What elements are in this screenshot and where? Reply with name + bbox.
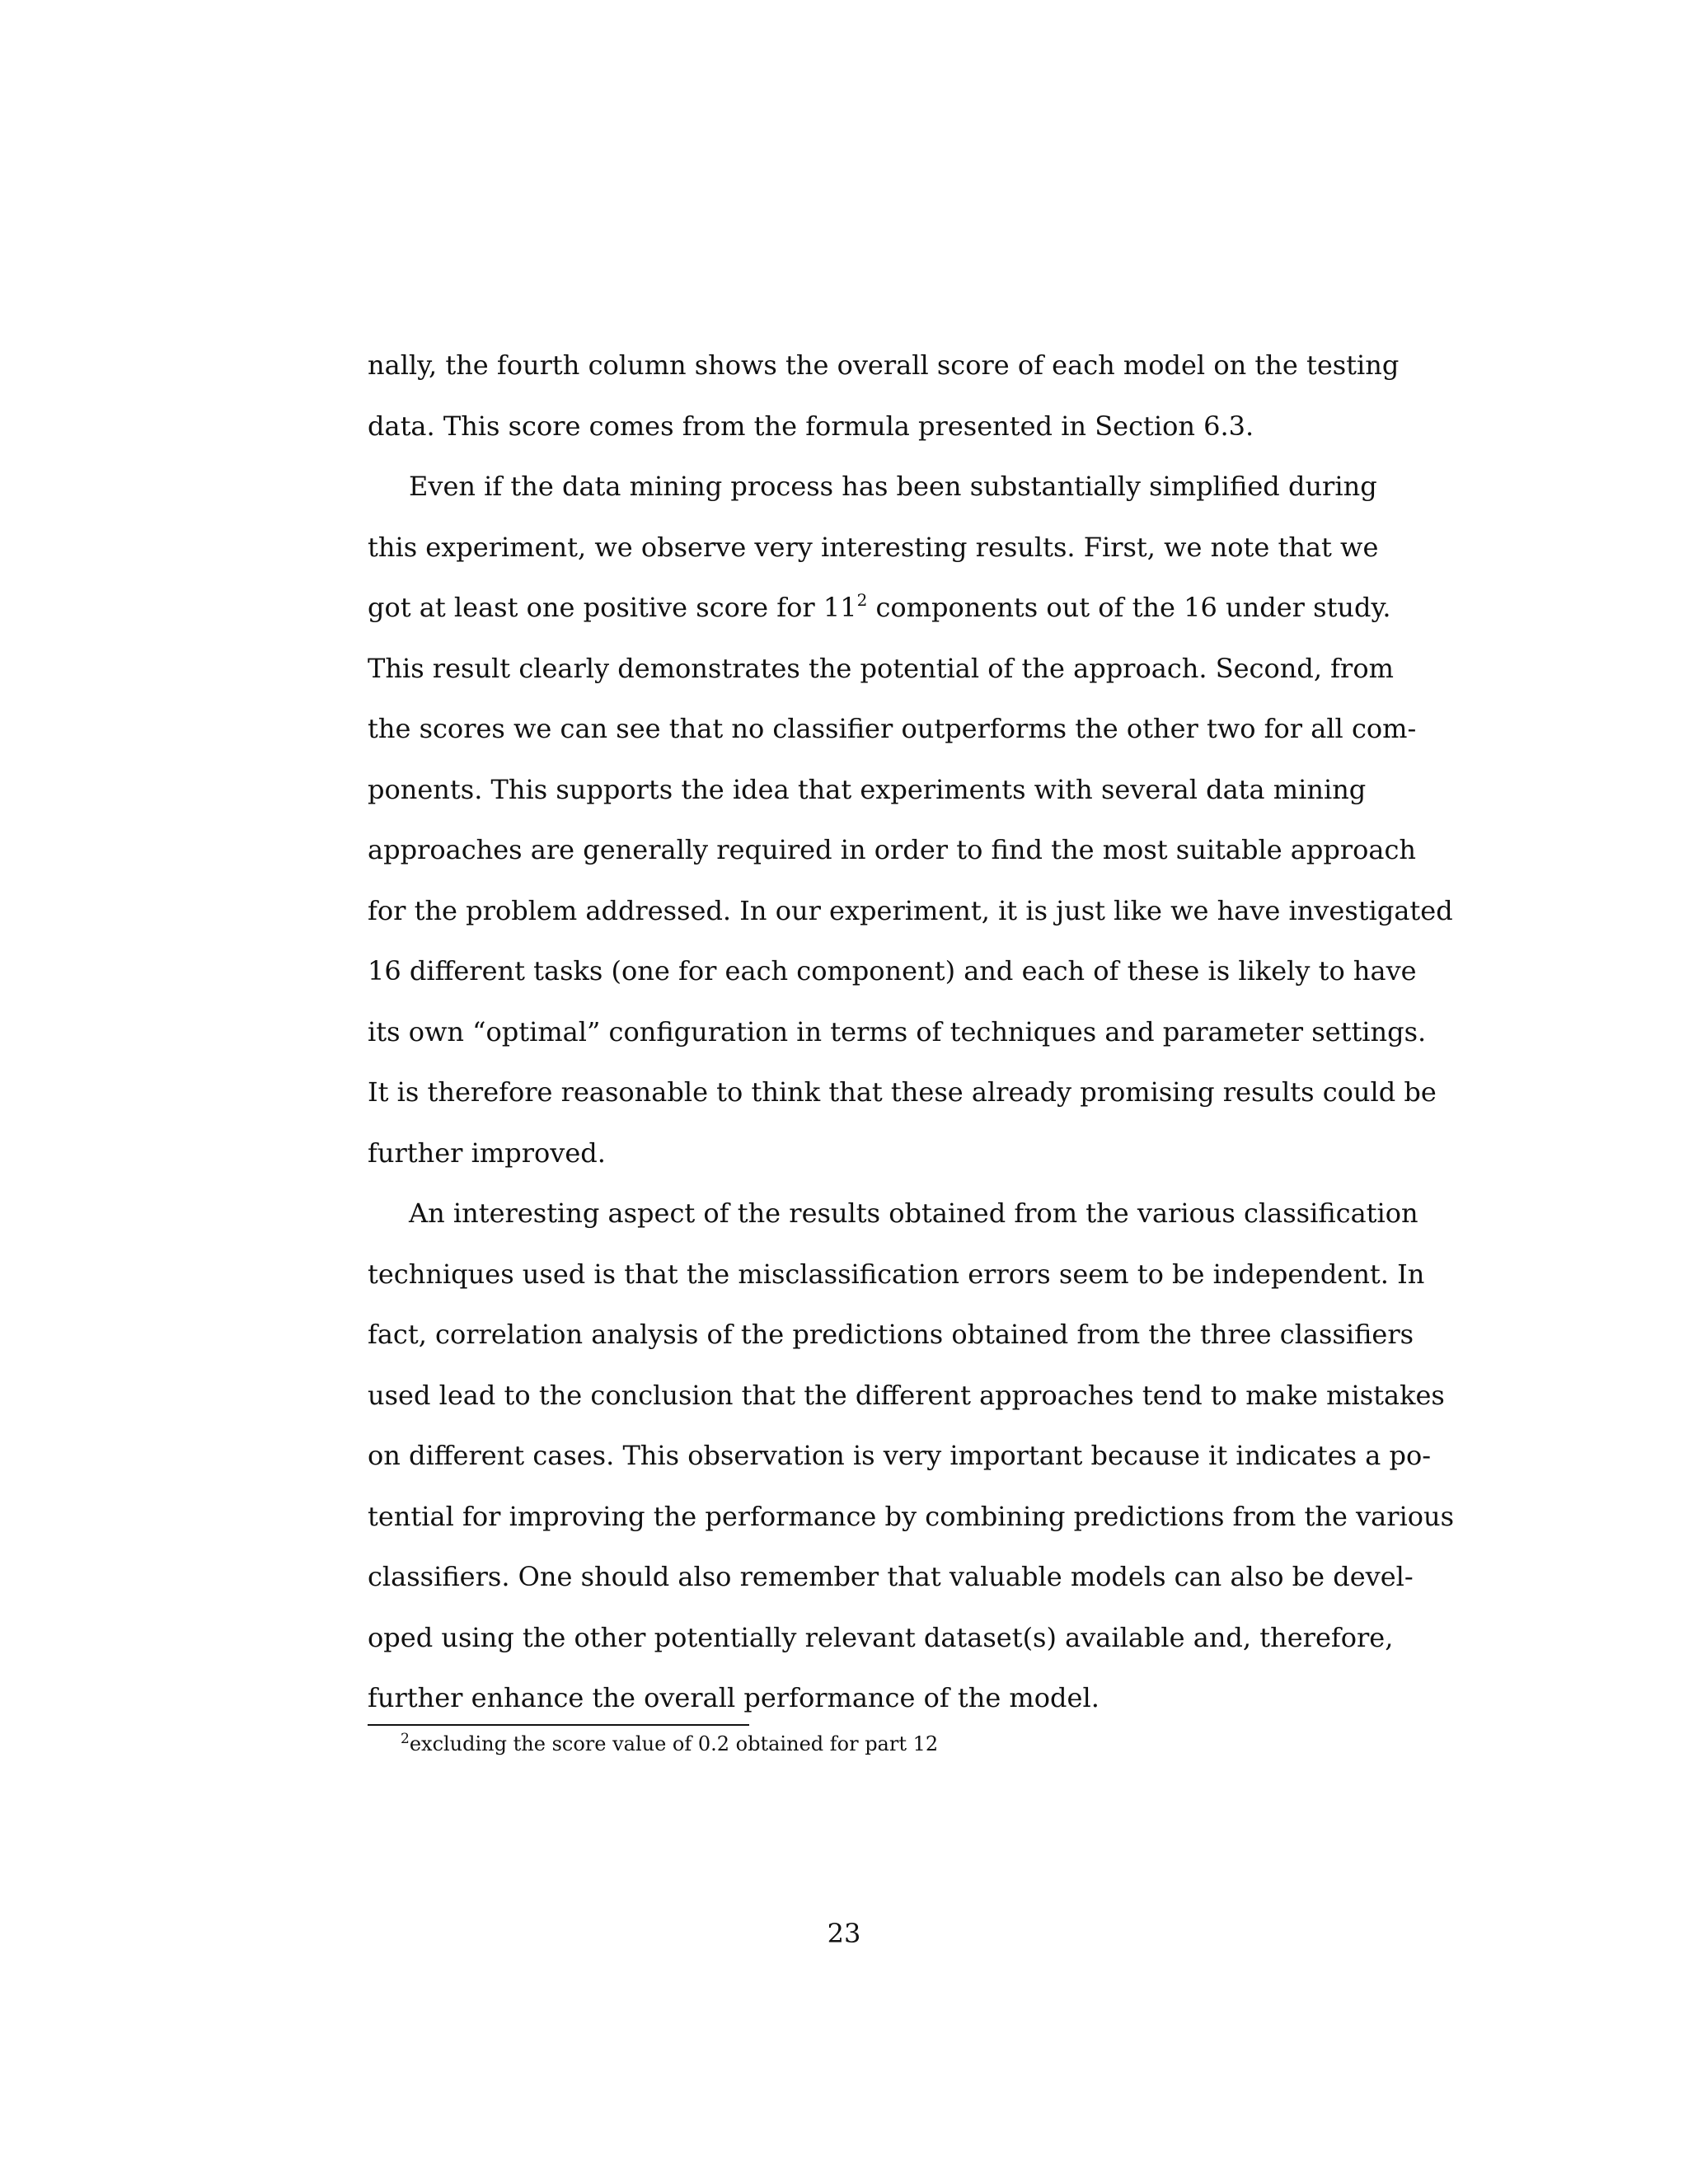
text-line: tential for improving the performance by combining predictions from the various [368, 1500, 1455, 1532]
text-line: nally, the fourth column shows the overall score of each model on the testing [368, 349, 1400, 381]
footnote-divider [368, 1724, 749, 1726]
text-line: the scores we can see that no classifier outperforms the other two for all com- [368, 713, 1417, 744]
text-line: 16 different tasks (one for each component) and each of these is likely to have [368, 955, 1417, 987]
text-line: Even if the data mining process has been substantially simplified during [409, 471, 1377, 502]
text-line: techniques used is that the misclassification errors seem to be independent. In [368, 1258, 1425, 1290]
paragraph-2 [368, 462, 1453, 1188]
text-line: for the problem addressed. In our experiment, it is just like we have investigated [368, 894, 1453, 926]
text-segment: components out of the 16 under study. [875, 592, 1391, 623]
text-segment: got at least one positive score for 11 [368, 592, 857, 623]
footnote-text: excluding the score value of 0.2 obtained for part 12 [409, 1732, 939, 1755]
text-line: classifiers. One should also remember that valuable models can also be devel- [368, 1561, 1414, 1592]
page-body [368, 340, 1455, 1734]
text-line: further improved. [368, 1137, 606, 1169]
text-line: this experiment, we observe very interesting results. First, we note that we [368, 531, 1379, 563]
text-line: It is therefore reasonable to think that these already promising results could be [368, 1076, 1437, 1108]
text-line: on different cases. This observation is very important because it indicates a po- [368, 1440, 1432, 1471]
paragraph-3 [368, 1188, 1455, 1734]
text-line: ponents. This supports the idea that experiments with several data mining [368, 773, 1367, 805]
text-line: further enhance the overall performance of the model. [368, 1682, 1100, 1713]
footnote-marker: 2 [856, 590, 868, 610]
text-line-with-footnote-mark [368, 583, 1391, 644]
text-line: An interesting aspect of the results obtained from the various classification [409, 1197, 1418, 1229]
text-line: used lead to the conclusion that the different approaches tend to make mistakes [368, 1379, 1445, 1411]
text-line: its own “optimal” configuration in terms of techniques and parameter settings. [368, 1015, 1427, 1047]
text-line: approaches are generally required in order to find the most suitable approach [368, 834, 1417, 865]
paragraph-1 [368, 340, 1400, 462]
text-line: oped using the other potentially relevant dataset(s) available and, therefore, [368, 1621, 1394, 1653]
page-number: 23 [827, 1918, 861, 1949]
text-line: data. This score comes from the formula presented in Section 6.3. [368, 410, 1254, 442]
text-line: This result clearly demonstrates the potential of the approach. Second, from [368, 652, 1394, 684]
footnote [401, 1729, 938, 1759]
text-line: fact, correlation analysis of the predictions obtained from the three classifiers [368, 1319, 1414, 1350]
footnote-number: 2 [401, 1731, 410, 1747]
